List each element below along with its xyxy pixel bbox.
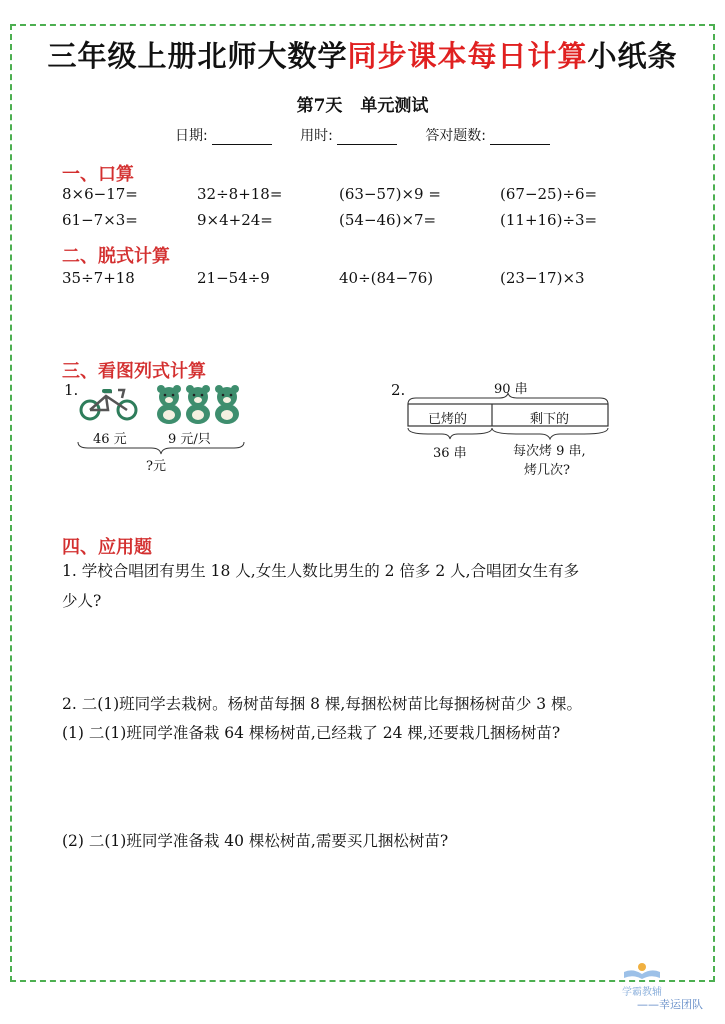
oral-8: (11+16)÷3= <box>500 211 598 229</box>
bicycle-icon <box>78 386 140 422</box>
q2-left-box: 已烤的 <box>428 412 468 427</box>
title-part3: 小纸条 <box>587 39 678 73</box>
logo-text: 学霸教辅 <box>622 987 662 998</box>
picture-q1-number: 1. <box>64 381 79 399</box>
subtitle <box>0 91 725 116</box>
problem-1-line-1: 1. 学校合唱团有男生 18 人,女生人数比男生的 2 倍多 2 人,合唱团女生有多 <box>62 562 580 580</box>
date-label: 日期: <box>174 128 208 144</box>
problem-1-line-2: 少人? <box>62 592 102 610</box>
day-label: 第7天 <box>296 96 343 116</box>
step-2: 21−54÷9 <box>197 269 270 287</box>
step-3: 40÷(84−76) <box>339 269 434 287</box>
problem-2-intro: 2. 二(1)班同学去栽树。杨树苗每捆 8 棵,每捆松树苗比每捆杨树苗少 3 棵。 <box>62 695 583 713</box>
q2-right-box: 剩下的 <box>530 412 570 427</box>
total-brace <box>76 440 246 456</box>
bears-icon <box>155 384 241 424</box>
title-part1: 三年级上册北师大数学 <box>47 39 348 73</box>
q2-right-value-2: 烤几次? <box>524 463 570 478</box>
bike-price: 46 元 <box>93 432 127 447</box>
date-field[interactable] <box>212 131 272 145</box>
oral-6: 9×4+24= <box>197 211 273 229</box>
picture-q2-number: 2. <box>391 381 406 399</box>
oral-2: 32÷8+18= <box>197 185 283 203</box>
correct-label: 答对题数: <box>425 128 487 144</box>
oral-5: 61−7×3= <box>62 211 138 229</box>
q2-left-value: 36 串 <box>433 446 467 461</box>
step-1: 35÷7+18 <box>62 269 135 287</box>
oral-1: 8×6−17= <box>62 185 138 203</box>
time-label: 用时: <box>300 128 333 144</box>
oral-4: (67−25)÷6= <box>500 185 598 203</box>
total-unknown: ?元 <box>146 459 166 474</box>
bear-price: 9 元/只 <box>168 432 211 447</box>
section-word-problems: 四、应用题 <box>62 537 152 558</box>
topic-label: 单元测试 <box>360 96 429 116</box>
book-icon <box>622 962 662 980</box>
team-credit: ——幸运团队 <box>637 998 703 1011</box>
section-picture: 三、看图列式计算 <box>62 361 206 382</box>
q2-right-value-1: 每次烤 9 串, <box>513 444 586 459</box>
page-title <box>0 34 725 75</box>
step-4: (23−17)×3 <box>500 269 585 287</box>
info-row <box>0 125 725 145</box>
oral-3: (63−57)×9 = <box>339 185 441 203</box>
time-field[interactable] <box>337 131 397 145</box>
problem-2-q2: (2) 二(1)班同学准备栽 40 棵松树苗,需要买几捆松树苗? <box>62 832 449 850</box>
q2-total: 90 串 <box>494 382 528 397</box>
problem-2-q1: (1) 二(1)班同学准备栽 64 棵杨树苗,已经栽了 24 棵,还要栽几捆杨树苗? <box>62 724 561 742</box>
section-step: 二、脱式计算 <box>62 246 170 267</box>
correct-field[interactable] <box>490 131 550 145</box>
watermark-logo <box>607 962 677 998</box>
section-oral: 一、口算 <box>62 164 134 185</box>
title-part2: 同步课本每日计算 <box>347 39 588 73</box>
oral-7: (54−46)×7= <box>339 211 437 229</box>
